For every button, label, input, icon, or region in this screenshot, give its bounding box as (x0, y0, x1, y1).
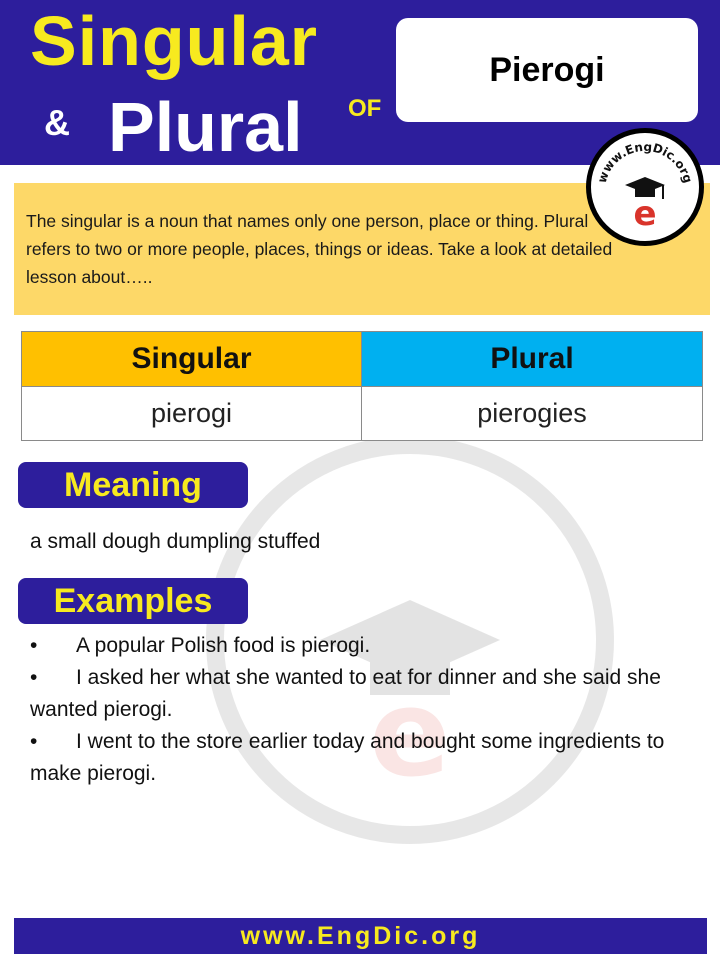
svg-text:e: e (369, 665, 451, 804)
graduation-cap-e-icon (591, 133, 699, 241)
footer-url[interactable]: www.EngDic.org (14, 918, 707, 954)
intro-text: The singular is a noun that names only one person, place or thing. Plural refers to two or more people, places, things or ideas. Take a look at detailed lesson about….. (26, 211, 613, 287)
example-text: A popular Polish food is pierogi. (76, 634, 371, 657)
bullet: • (30, 666, 38, 689)
example-text: I went to the store earlier today and bought some ingredients to make pierogi. (30, 730, 665, 785)
bullet: • (30, 730, 38, 753)
singular-header: Singular (22, 332, 362, 386)
example-item (30, 726, 680, 790)
title-plural: Plural (108, 88, 303, 166)
example-item (30, 630, 680, 662)
meaning-label: Meaning (18, 462, 248, 508)
bullet: • (30, 634, 38, 657)
plural-value: pierogies (362, 386, 702, 440)
title-of: OF (348, 95, 382, 122)
singular-plural-table (21, 331, 703, 441)
meaning-text: a small dough dumpling stuffed (30, 530, 321, 553)
engdic-logo (586, 128, 704, 246)
examples-label: Examples (18, 578, 248, 624)
plural-header: Plural (362, 332, 702, 386)
singular-value: pierogi (22, 386, 362, 440)
examples-list (30, 630, 680, 790)
svg-text:e: e (633, 194, 657, 234)
title-ampersand: & (44, 102, 70, 143)
title-singular: Singular (30, 2, 319, 80)
example-item (30, 662, 680, 726)
word-title: Pierogi (396, 18, 698, 122)
example-text: I asked her what she wanted to eat for dinner and she said she wanted pierogi. (30, 666, 661, 721)
svg-text:www.EngDic.org: www.EngDic.org (594, 139, 696, 185)
